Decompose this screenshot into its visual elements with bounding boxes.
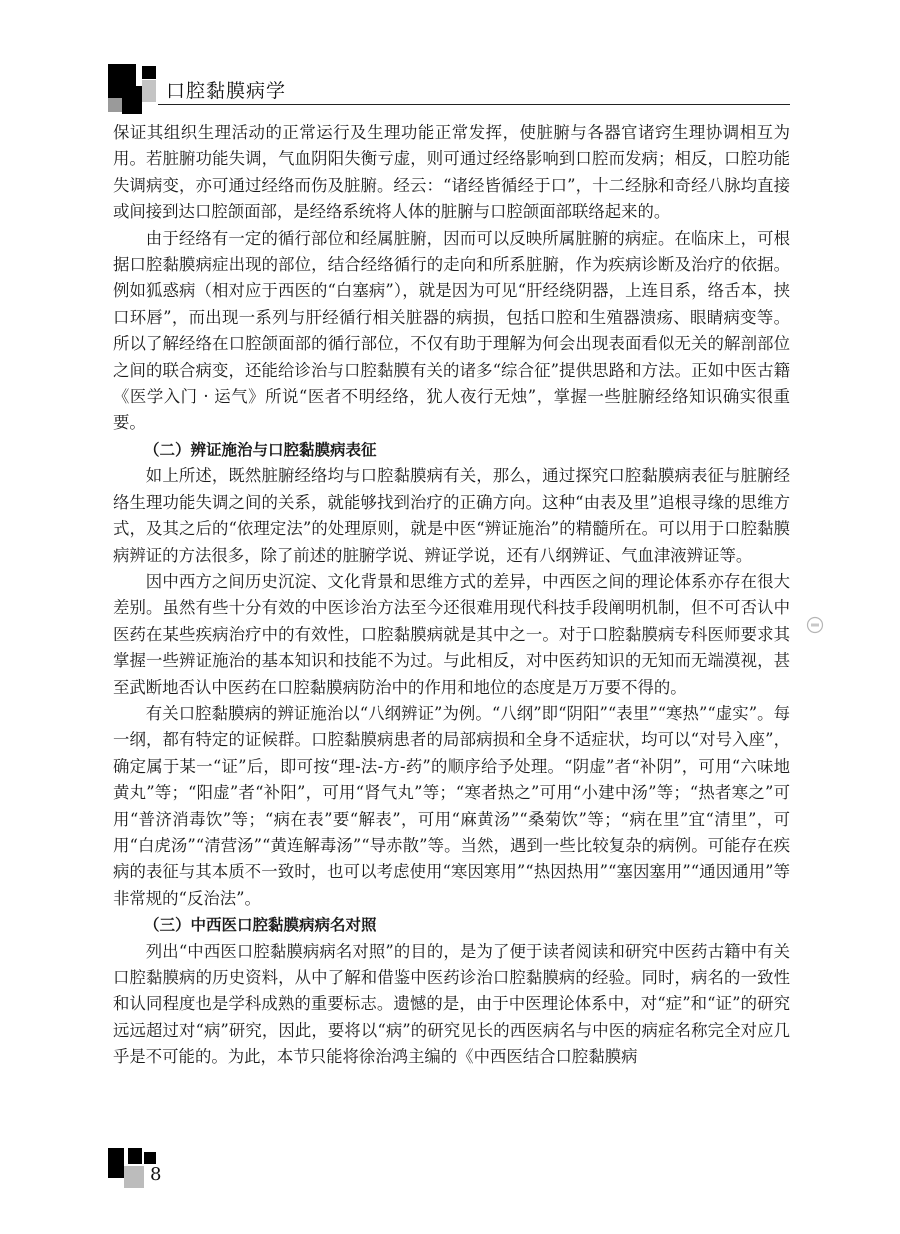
paragraph: 列出“中西医口腔黏膜病病名对照”的目的，是为了便于读者阅读和研究中医药古籍中有关口腔黏膜病的历史资料，从中了解和借鉴中医药诊治口腔黏膜病的经验。同时，病名的一致性和认同程度也是学科成熟的重要标志。遗憾的是，由于中医理论体系中，对“症”和“证”的研究远远超过对“病”研究，因此，要将以“病”的研究见长的西医病名与中医的病症名称完全对应几乎是不可能的。为此，本节只能将徐治鸿主编的《中西医结合口腔黏膜病 — [113, 941, 790, 1067]
paragraph: 有关口腔黏膜病的辨证施治以“八纲辨证”为例。“八纲”即“阴阳”“表里”“寒热”“虚实”。每一纲，都有特定的证候群。口腔黏膜病患者的局部病损和全身不适症状，均可以“对号入座”，确定属于某一“证”后，即可按“理-法-方-药”的顺序给予处理。“阴虚”者“补阴”，可用“六味地黄丸”等；“阳虚”者“补阳”，可用“肾气丸”等；“寒者热之”可用“小建中汤”等；“热者寒之”可用“普济消毒饮”等；“病在表”要“解表”，可用“麻黄汤”“桑菊饮”等；“病在里”宜“清里”，可用“白虎汤”“清营汤”“黄连解毒汤”“导赤散”等。当然，遇到一些比较复杂的病例。可能存在疾病的表征与其本质不一致时，也可以考虑使用“寒因寒用”“热因热用”“塞因塞用”“通因通用”等非常规的“反治法”。 — [113, 703, 790, 908]
header-decoration — [108, 64, 158, 116]
page-body — [113, 120, 790, 1071]
section-heading: （二）辨证施治与口腔黏膜病表征 — [144, 440, 377, 459]
header-rule — [158, 104, 790, 105]
watermark-seal-icon — [806, 616, 824, 634]
running-header-title: 口腔黏膜病学 — [166, 80, 287, 102]
paragraph: 如上所述，既然脏腑经络均与口腔黏膜病有关，那么，通过探究口腔黏膜病表征与脏腑经络生理功能失调之间的关系，就能够找到治疗的正确方向。这种“由表及里”追根寻缘的思维方式，及其之后的“依理定法”的处理原则，就是中医“辨证施治”的精髓所在。可以用于口腔黏膜病辨证的方法很多，除了前述的脏腑学说、辨证学说，还有八纲辨证、气血津液辨证等。 — [113, 466, 790, 565]
paragraph: 由于经络有一定的循行部位和经属脏腑，因而可以反映所属脏腑的病症。在临床上，可根据口腔黏膜病症出现的部位，结合经络循行的走向和所系脏腑，作为疾病诊断及治疗的依据。例如狐惑病（相对应于西医的“白塞病”），就是因为可见“肝经绕阴器，上连目系，络舌本，挟口环唇”，而出现一系列与肝经循行相关脏器的病损，包括口腔和生殖器溃疡、眼睛病变等。所以了解经络在口腔颌面部的循行部位，不仅有助于理解为何会出现表面看似无关的解剖部位之间的联合病变，还能给诊治与口腔黏膜有关的诸多“综合征”提供思路和方法。正如中医古籍《医学入门 · 运气》所说“医者不明经络，犹人夜行无烛”，掌握一些脏腑经络知识确实很重要。 — [113, 228, 790, 433]
page-number: 8 — [150, 1164, 162, 1185]
paragraph: 保证其组织生理活动的正常运行及生理功能正常发挥，使脏腑与各器官诸窍生理协调相互为用。若脏腑功能失调，气血阴阳失衡亏虚，则可通过经络影响到口腔而发病；相反，口腔功能失调病变，亦可通过经络而伤及脏腑。经云：“诸经皆循经于口”，十二经脉和奇经八脉均直接或间接到达口腔颌面部，是经络系统将人体的脏腑与口腔颌面部联络起来的。 — [113, 123, 790, 222]
paragraph: 因中西方之间历史沉淀、文化背景和思维方式的差异，中西医之间的理论体系亦存在很大差别。虽然有些十分有效的中医诊治方法至今还很难用现代科技手段阐明机制，但不可否认中医药在某些疾病治疗中的有效性，口腔黏膜病就是其中之一。对于口腔黏膜病专科医师要求其掌握一些辨证施治的基本知识和技能不为过。与此相反，对中医药知识的无知而无端漠视，甚至武断地否认中医药在口腔黏膜病防治中的作用和地位的态度是万万要不得的。 — [113, 571, 790, 697]
section-heading: （三）中西医口腔黏膜病病名对照 — [144, 916, 377, 935]
